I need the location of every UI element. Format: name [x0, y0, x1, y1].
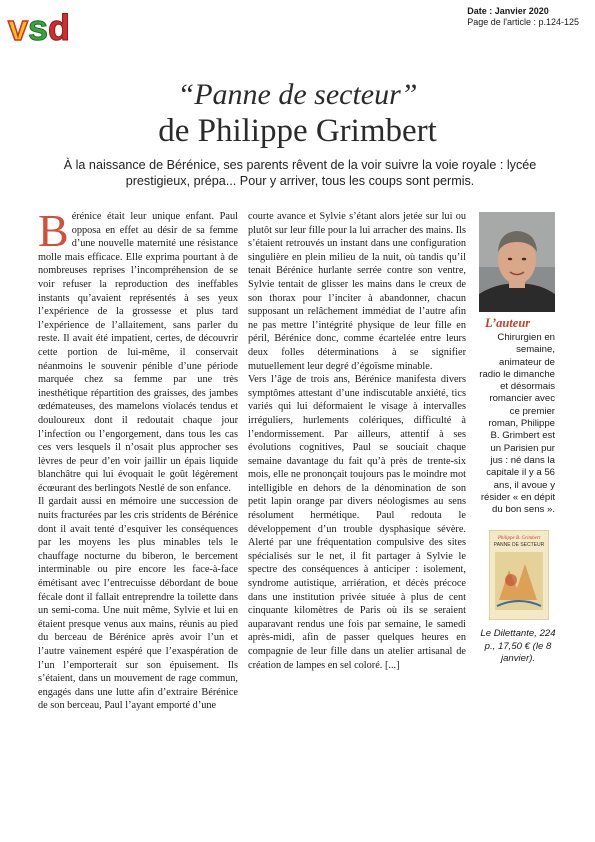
article-subtitle: de Philippe Grimbert — [158, 113, 437, 149]
svg-text:d: d — [48, 7, 70, 46]
author-sidebar — [479, 212, 557, 665]
publication-date: Date : Janvier 2020 — [467, 6, 549, 16]
svg-text:v: v — [8, 7, 27, 46]
paragraph: courte avance et Sylvie s’étant alors jetée sur lui ou plutôt sur leur fille pour la lui arracher des mains. Ils s’étaient retrouvés un instant dans une configuration singulière en plein milieu de la nuit, où tandis qu’il tenait Bérénice hurlante serrée contre son ventre, Sylvie tentait de glisser les mains dans le creux de son thorax pour l’inciter à abandonner, chacun supposant un relâchement immédiat de l’autre afin ne pas mettre l’intégrité physique de leur fille en péril, Bérénice donc, comme écartelée entre leurs deux folles déterminations à se signifier mutuellement leur degré d’égoïsme minable. — [248, 211, 466, 372]
paragraph: Vers l’âge de trois ans, Bérénice manifesta divers symptômes attestant d’une indiscutable anxiété, tics variés qui lui déformaient le visage à intervalles irréguliers, hurlements colériques, difficulté à l’endormissement. Par ailleurs, attentif à ses évolutions cognitives, Paul se souciait chaque semaine davantage du fait qu’à près de trente-six mois, elle ne prononçait toujours pas le moindre mot intelligible en dehors de la dénomination de son petit lapin orange par divers néologismes au sens résolument hermétique. Paul redouta le développement d’un trouble dysphasique sévère. Alerté par une fréquentation compulsive des sites spécialisés sur le net, il fit partager à Sylvie le spectre des conséquences à anticiper : isolement, syndrome autistique, arriération, et décès précoce dans une institution privée située à plus de cent cinquante kilomètres de Paris où ils se seraient auparavant rendus une fois par semaine, le samedi après-midi, afin de passer quelques heures en compagnie de leur fille dans un atelier artisanal de création de lampes en sel coloré. [...] — [248, 374, 466, 671]
article-intro: À la naissance de Bérénice, ses parents rêvent de la voir suivre la voie royale : lycée prestigieux, prépa... Pour y arriver, tous les coups sont permis. — [63, 158, 537, 188]
article-title: “Panne de secteur” — [177, 78, 418, 111]
article-page: Page de l'article : p.124-125 — [467, 17, 579, 27]
paragraph: Il gardait aussi en mémoire une succession de nuits fracturées par les cris stridents de Bérénice dont il avait tenté d’esquiver les conséquences par les moyens les plus minables tels le chauffage nocturne du biberon, le bercement interminable ou pire encore les face-à-face émétisant avec l’entrecuisse débordant de boue fécale dont il fallait entreprendre la toilette dans un semi-coma. Une nuit même, Sylvie et lui en étaient presque venus aux mains, réunis au pied du berceau de Bérénice après avoir l’un et l’autre vainement espéré que l’exaspération de l’un l’emporterait sur son épuisement. Ils s’étaient, dans un mouvement de rage commun, engagés dans une lutte afin d’extraire Bérénice de son berceau, Paul l’ayant emporté d’une — [38, 496, 238, 712]
paragraph — [38, 205, 238, 495]
svg-text:PANNE DE SECTEUR: PANNE DE SECTEUR — [493, 542, 545, 549]
article-column-2 — [248, 210, 466, 672]
vsd-logo — [6, 6, 74, 46]
drop-cap: B — [38, 205, 69, 256]
author-heading: L’auteur — [485, 316, 531, 330]
article-meta — [467, 6, 579, 28]
paragraph-text: érénice était leur unique enfant. Paul opposa en effet au désir de sa femme d’une nouvelle maternité une résistance molle mais efficace. Elle exprima pourtant à de nombreuses reprises l’incompréhension de se voir refuser la reproduction des ineffables instants qu’avaient représentés à ses yeux l’expérience de la grossesse et plus tard l’expérience de l’allaitement, sans parler du reste. Il avait été impatient, certes, de découvrir cette portion de lui-même, il conservait néanmoins le souvenir pénible d’une période marquée chez sa femme par une très inesthétique répartition des graisses, des jambes œdémateuses, des mamelons violacés tendus et douloureux dont il redoutait chaque jour l’infection ou l’engorgement, dans tous les cas ces vers lesquels il n’osait plus approcher ses lèvres de peur d’en voir jaillir un épais liquide blanchâtre qui lui évoquait le goût légèrement écœurant des berlingots Nestlé de son enfance. — [38, 211, 238, 494]
svg-text:Philippe B. Grimbert: Philippe B. Grimbert — [497, 536, 541, 542]
author-bio: Chirurgien en semaine, animateur de radio le dimanche et désormais romancier avec ce premier roman, Philippe B. Grimbert est un Parisien pur jus : né dans la capitale il y a 56 ans, il avoue y résider « en dépit du bon sens ». — [479, 332, 555, 516]
book-info: Le Dilettante, 224 p., 17,50 € (le 8 janvier). — [480, 628, 556, 665]
author-portrait — [479, 212, 555, 312]
book-cover — [489, 530, 549, 620]
article-column-1 — [38, 205, 238, 713]
svg-text:s: s — [28, 7, 47, 46]
